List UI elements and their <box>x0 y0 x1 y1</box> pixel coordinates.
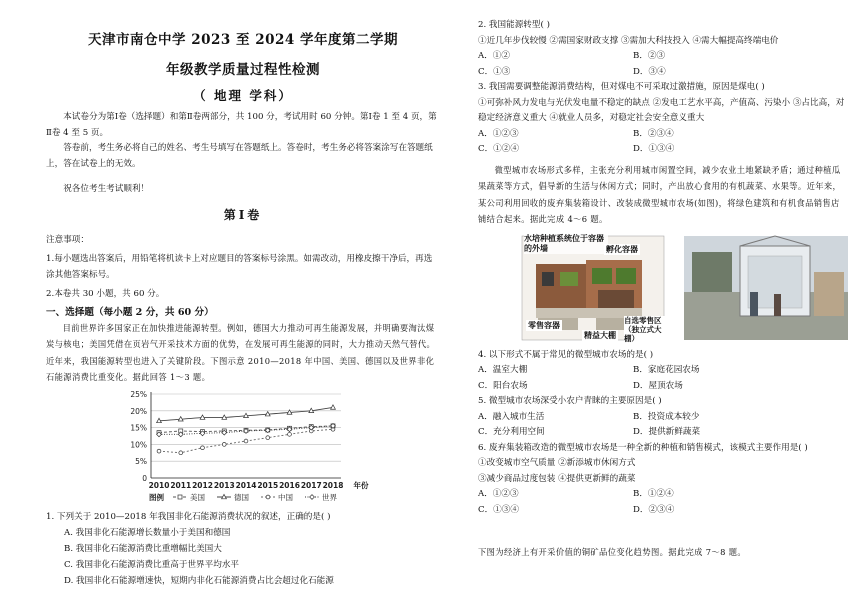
x-tick-label: 2013 <box>213 480 235 490</box>
data-point <box>157 449 161 453</box>
question-1-option-b: B. 我国非化石能源消费比重增幅比美国大 <box>64 544 222 554</box>
question-4-stem: 4. 以下形式不属于常见的微型城市农场的是( ) <box>478 349 654 360</box>
x-tick-label: 2011 <box>170 480 192 490</box>
x-axis-unit: 年份 <box>353 480 369 490</box>
question-2-items: ①近几年步伐较慢 ②需国家财政支撑 ③需加大科技投入 ④需大幅提高终端电价 <box>478 35 779 46</box>
container-farm-figure <box>478 232 848 344</box>
y-tick-label: 25% <box>130 389 147 399</box>
question-1-stem: 1. 下列关于 2010—2018 年我国非化石能源消费状况的叙述，正确的是( ) <box>46 511 331 522</box>
question-6-items-1: ①改变城市空气质量 ②新添城市休闲方式 <box>478 458 636 468</box>
exam-subject: （ 地理 学科） <box>193 88 293 103</box>
question-6-option-d: D．②③④ <box>633 504 675 515</box>
x-tick-label: 2012 <box>192 480 213 490</box>
left-column <box>46 28 440 589</box>
legend-entry: 德国 <box>234 492 249 502</box>
question-3-options <box>478 127 848 158</box>
y-tick-label: 15% <box>130 423 147 433</box>
legend-title: 图例 <box>149 492 164 502</box>
data-point <box>331 404 336 408</box>
notice-item-1: 1.每小题选出答案后，用铅笔将机读卡上对应题目的答案标号涂黑。如需改动，用橡皮擦干净后，再选涂其他答案标号。 <box>46 254 433 280</box>
material-paragraph-3: 下图为经济上有开采价值的铜矿品位变化趋势图。据此完成 7～8 题。 <box>478 547 746 557</box>
question-1-option-c: C. 我国非化石能源消费比重高于世界平均水平 <box>64 560 240 570</box>
section-heading: 一、选择题（每小题 2 分，共 60 分） <box>46 306 214 318</box>
figure-label-breeding: 孵化容器 <box>606 244 638 254</box>
question-6-option-a: A．①②③ <box>478 489 519 499</box>
x-tick-label: 2018 <box>322 480 344 490</box>
question-3-option-a: A．①②③ <box>478 128 519 139</box>
figure-label-self-service: 自选零售区（独立式大棚） <box>624 316 672 343</box>
data-point <box>201 445 205 449</box>
notice-item-2: 2.本卷共 30 小题，共 60 分。 <box>46 289 165 299</box>
legend-entry: 中国 <box>278 492 293 502</box>
line-chart <box>46 388 440 506</box>
x-tick-label: 2014 <box>235 480 257 490</box>
intro-wish: 祝各位考生考试顺利！ <box>63 184 150 194</box>
question-2-option-c: C．①③ <box>478 66 511 77</box>
question-2-option-d: D．③④ <box>633 66 666 77</box>
question-2-stem: 2. 我国能源转型( ) <box>478 20 550 30</box>
question-3-stem: 3. 我国需要调整能源消费结构，但对煤电不可采取过激措施，原因是煤电( ) <box>478 82 765 92</box>
data-point <box>179 450 183 454</box>
x-tick-label: 2015 <box>257 480 279 490</box>
data-point <box>222 442 226 446</box>
question-2-options <box>478 49 848 80</box>
question-5-option-a: A．融入城市生活 <box>478 411 545 422</box>
question-3-option-b: B．②③④ <box>633 128 674 139</box>
exam-title-line1: 天津市南仓中学 2023 至 2024 学年度第二学期 <box>88 32 398 48</box>
exam-title-line2: 年级教学质量过程性检测 <box>166 62 320 78</box>
data-point <box>288 432 292 436</box>
question-5-options <box>478 410 848 441</box>
question-3-option-d: D．①③④ <box>633 144 675 154</box>
legend-entry: 美国 <box>190 492 205 502</box>
question-2-option-a: A．①② <box>478 51 510 61</box>
data-point <box>266 435 270 439</box>
figure-label-greenhouse: 精益大棚 <box>584 330 616 340</box>
x-tick-label: 2017 <box>300 480 322 490</box>
material-paragraph-1: 目前世界许多国家正在加快推进能源转型。例如，德国大力推动可再生能源发展，并明确要淘汰煤炭与核电；美国凭借在页岩气开采技术方面的优势，在发展可再生能源的同时，大力推动天然气替代。近年来，我国能源转型也进入了关键阶段。下图示意 2010—2018 年中国、美国、德国以及世界非化石能源消费比重变化。据此回答 1～3 题。 <box>46 322 436 382</box>
question-5-option-b: B．投资成本较少 <box>633 411 700 422</box>
question-3-option-c: C．①②④ <box>478 144 519 154</box>
question-4-option-b: B．家庭花园农场 <box>633 365 700 375</box>
x-tick-label: 2010 <box>148 480 170 490</box>
volume-heading: 第Ⅰ卷 <box>223 207 263 222</box>
legend-marker <box>266 495 270 499</box>
question-4-option-d: D．屋顶农场 <box>633 380 683 391</box>
question-6-items-2: ③减少商品过度包装 ④提供更新鲜的蔬菜 <box>478 473 636 484</box>
y-tick-label: 20% <box>130 406 147 416</box>
question-4-option-a: A．温室大棚 <box>478 365 528 375</box>
notice-heading: 注意事项： <box>46 234 89 245</box>
question-5-stem: 5. 微型城市农场深受小农户青睐的主要原因是( ) <box>478 396 662 406</box>
question-5-option-d: D．提供新鲜蔬菜 <box>633 427 701 437</box>
question-6-option-c: C．①③④ <box>478 504 519 515</box>
question-4-options <box>478 363 848 394</box>
question-6-stem: 6. 废弃集装箱改造的微型城市农场是一种全新的种植和销售模式，该模式主要作用是( ) <box>478 442 808 453</box>
question-4-option-c: C．阳台农场 <box>478 380 528 391</box>
question-6-option-b: B．①②④ <box>633 489 674 499</box>
figure-label-retail: 零售容器 <box>528 320 560 330</box>
figure-label-top: 水培种植系统位于容器的外墙 <box>524 234 608 254</box>
right-column <box>478 18 848 561</box>
intro-paragraph-1: 本试卷分为第Ⅰ卷（选择题）和第Ⅱ卷两部分，共 100 分，考试用时 60 分钟。第Ⅰ卷 1 至 4 页，第Ⅱ卷 4 至 5 页。 <box>46 112 437 138</box>
data-point <box>244 439 248 443</box>
question-6-options <box>478 487 848 518</box>
legend-entry: 世界 <box>322 492 337 502</box>
legend-marker <box>178 495 182 499</box>
material-paragraph-2: 微型城市农场形式多样，主张充分利用城市闲置空间，减少农业土地紧缺矛盾；通过种植瓜果蔬菜等方式，倡导新的生活与休闲方式；同时，产出放心食用的有机蔬菜、水果等。近年来，某公司利用回收的废弃集装箱设计、改装成微型城市农场(如图)，将绿色建筑和有机食品销售店铺结合起来。据此完成 4～6 题。 <box>478 164 842 224</box>
x-tick-label: 2016 <box>279 480 300 490</box>
question-1-option-a: A. 我国非化石能源增长数量小于美国和德国 <box>64 528 231 538</box>
y-tick-label: 10% <box>130 439 147 449</box>
legend-marker <box>310 494 315 499</box>
intro-paragraph-2: 答卷前，考生务必将自己的姓名、考生号填写在答题纸上。答卷时，考生务必将答案涂写在答题纸上，答在试卷上的无效。 <box>46 143 433 169</box>
question-1-option-d: D. 我国非化石能源增速快，短期内非化石能源消费占比会超过化石能源 <box>64 576 334 586</box>
y-tick-label: 5% <box>135 456 147 466</box>
question-3-items: ①可弥补风力发电与光伏发电量不稳定的缺点 ②发电工艺水平高，产值高、污染小 ③占比高，对稳定经济意义重大 ④就业人员多，对稳定社会安全意义重大 <box>478 97 845 123</box>
question-5-option-c: C．充分利用空间 <box>478 427 545 437</box>
y-tick-label: 0 <box>142 473 147 483</box>
question-2-option-b: B．②③ <box>633 51 666 61</box>
